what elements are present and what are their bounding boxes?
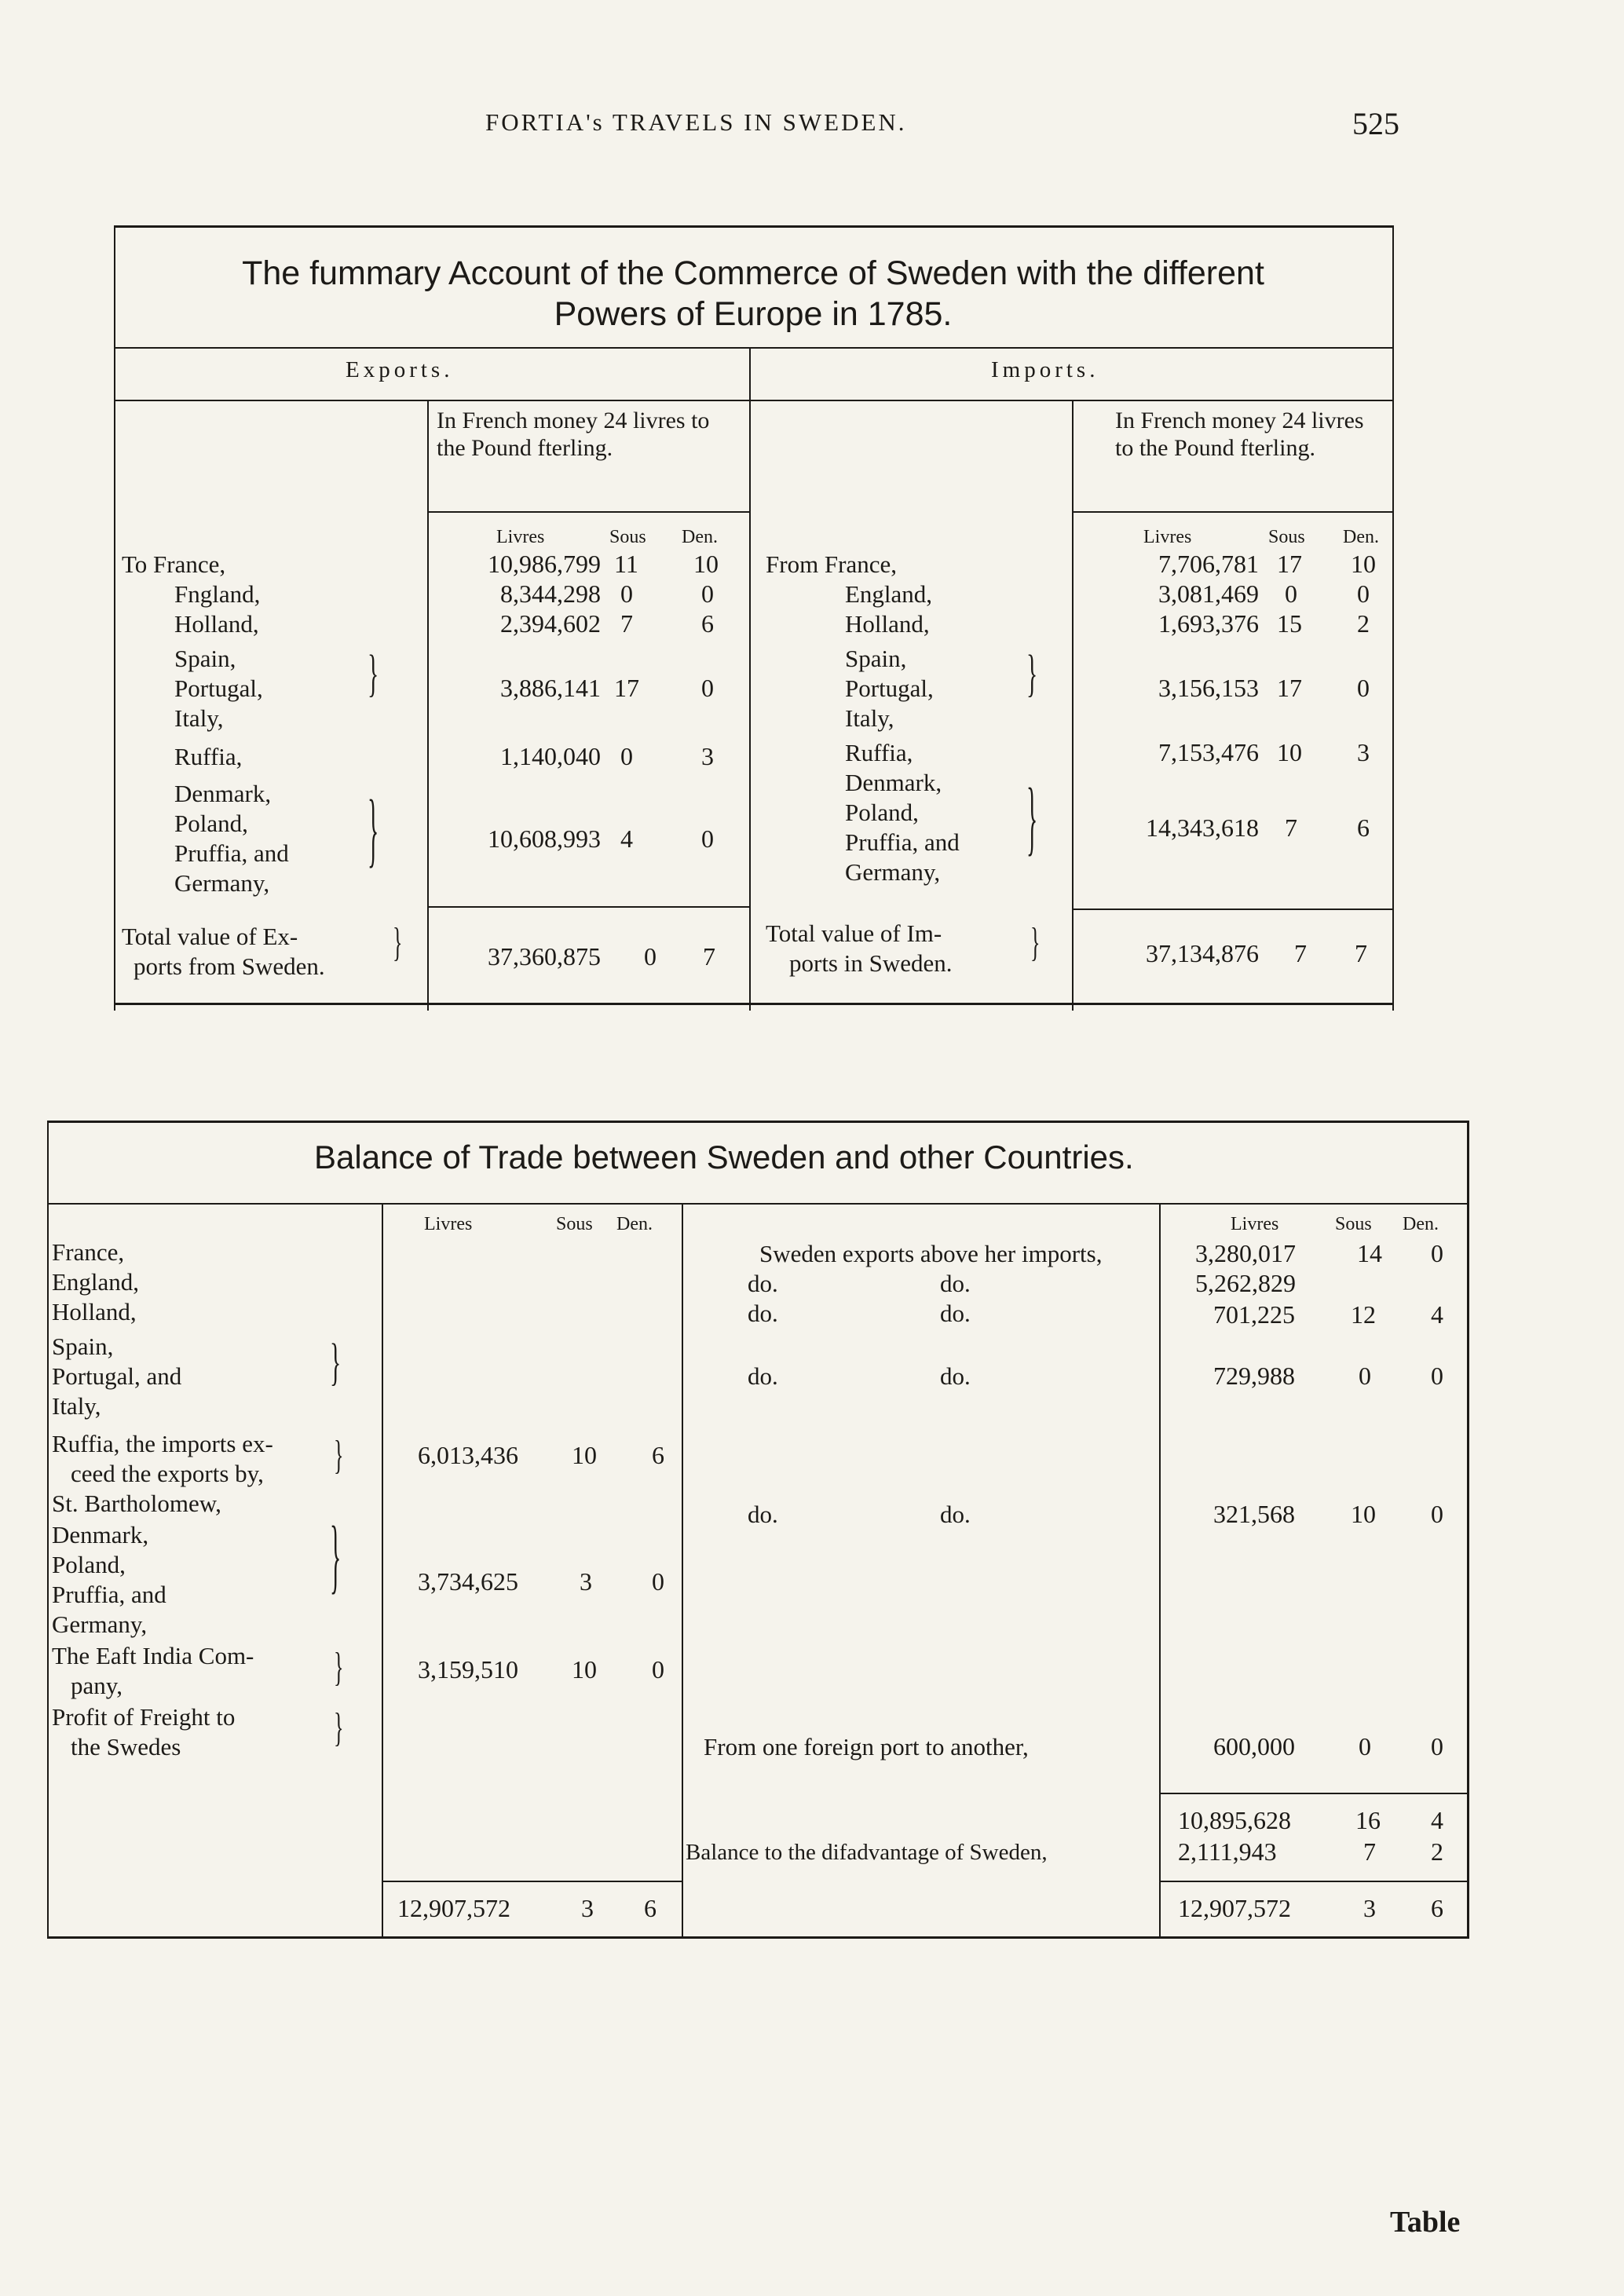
running-head: FORTIA's TRAVELS IN SWEDEN. <box>485 108 907 136</box>
right-value-rule <box>1159 1203 1161 1939</box>
imports-den: 3 <box>1357 738 1370 766</box>
imports-col-den: Den. <box>1343 527 1379 547</box>
do-label: do. <box>940 1501 971 1528</box>
balance-label: ceed the exports by, <box>71 1460 264 1487</box>
right-sous: 0 <box>1359 1732 1371 1760</box>
exports-sous: 17 <box>614 674 639 702</box>
brace-icon: } <box>1026 772 1038 865</box>
imports-col-livres: Livres <box>1143 527 1192 547</box>
imports-total-rule <box>1072 909 1392 910</box>
imports-total-den: 7 <box>1355 939 1367 967</box>
imports-value-rule <box>1072 400 1074 1011</box>
right-sous: 0 <box>1359 1362 1371 1390</box>
imports-livres: 1,693,376 <box>1158 609 1259 638</box>
left-sous: 10 <box>572 1441 597 1469</box>
catchword: Table <box>1390 2206 1461 2239</box>
brace-icon: } <box>1030 920 1041 965</box>
frame-left-rule <box>47 1121 49 1939</box>
exports-total-sous: 0 <box>644 942 657 971</box>
left-sous: 3 <box>580 1567 592 1596</box>
exports-above-label: Sweden exports above her imports, <box>759 1240 1103 1267</box>
balance-title: Balance of Trade between Sweden and other Countries. <box>314 1139 1134 1175</box>
exports-country: Portugal, <box>174 675 263 702</box>
right-total-livres: 12,907,572 <box>1178 1894 1291 1922</box>
balance-label: Spain, <box>52 1333 114 1360</box>
brace-icon: } <box>1026 645 1038 702</box>
left-total-den: 6 <box>644 1894 657 1922</box>
imports-note-rule <box>1072 511 1392 513</box>
left-value-rule <box>382 1203 383 1939</box>
right-den: 0 <box>1431 1732 1443 1760</box>
right-livres: 2,111,943 <box>1178 1837 1277 1866</box>
right-livres: 5,262,829 <box>1195 1269 1296 1297</box>
do-label: do. <box>748 1362 778 1390</box>
imports-sous: 15 <box>1277 609 1302 638</box>
left-total-sous: 3 <box>581 1894 594 1922</box>
imports-heading: Imports. <box>991 357 1099 382</box>
title-bottom-rule <box>114 347 1392 349</box>
exports-country: Pruffia, and <box>174 839 289 867</box>
right-den: 4 <box>1431 1806 1443 1834</box>
exports-den: 10 <box>693 550 719 578</box>
imports-total-sous: 7 <box>1294 939 1307 967</box>
do-label: do. <box>748 1300 778 1327</box>
balance-label: Denmark, <box>52 1521 149 1548</box>
exports-value-rule <box>427 400 429 1011</box>
right-den: 2 <box>1431 1837 1443 1866</box>
right-den: 0 <box>1431 1500 1443 1528</box>
foreign-port-label: From one foreign port to another, <box>704 1733 1029 1760</box>
right-livres: 10,895,628 <box>1178 1806 1291 1834</box>
exports-livres: 8,344,298 <box>500 579 601 608</box>
exports-total-rule <box>427 906 749 908</box>
frame-bottom-rule <box>47 1936 1469 1939</box>
imports-total-label: Total value of Im- <box>766 919 942 947</box>
title-bottom-rule <box>47 1203 1469 1205</box>
imports-country: Portugal, <box>845 675 934 702</box>
imports-country: Poland, <box>845 799 919 826</box>
exports-heading: Exports. <box>346 357 454 382</box>
brace-icon: } <box>334 1645 344 1690</box>
balance-label: Poland, <box>52 1551 126 1578</box>
left-livres: 6,013,436 <box>418 1441 518 1469</box>
balance-disadvantage-label: Balance to the difadvantage of Sweden, <box>686 1840 1048 1865</box>
left-den: 0 <box>652 1655 664 1684</box>
frame-right-rule <box>1392 225 1394 1011</box>
brace-icon: } <box>368 645 379 702</box>
brace-icon: } <box>334 1433 344 1478</box>
imports-money-note: In French money 24 livres to the Pound fterling. <box>1115 408 1364 461</box>
balance-label: Profit of Freight to <box>52 1703 236 1731</box>
balance-label: the Swedes <box>71 1733 181 1760</box>
right-total-den: 6 <box>1431 1894 1443 1922</box>
imports-livres: 7,706,781 <box>1158 550 1259 578</box>
left-col-den: Den. <box>616 1214 653 1234</box>
imports-sous: 10 <box>1277 738 1302 766</box>
exports-note-rule <box>427 511 749 513</box>
left-total-livres: 12,907,572 <box>397 1894 510 1922</box>
balance-label: France, <box>52 1238 125 1266</box>
mid-rule <box>682 1203 683 1939</box>
right-col-livres: Livres <box>1231 1214 1279 1234</box>
left-col-livres: Livres <box>424 1214 473 1234</box>
do-label: do. <box>940 1270 971 1297</box>
exports-den: 6 <box>701 609 714 638</box>
frame-right-rule <box>1467 1121 1469 1939</box>
frame-left-rule <box>114 225 115 1011</box>
imports-country: Pruffia, and <box>845 828 960 856</box>
balance-label: Pruffia, and <box>52 1581 166 1608</box>
imports-livres: 3,156,153 <box>1158 674 1259 702</box>
exports-livres: 1,140,040 <box>500 742 601 770</box>
exports-livres: 10,608,993 <box>488 824 601 853</box>
exports-country: Fngland, <box>174 580 261 608</box>
exports-country: Germany, <box>174 869 270 897</box>
exports-total-livres: 37,360,875 <box>488 942 601 971</box>
exports-money-note: In French money 24 livres to the Pound fterling. <box>437 408 710 461</box>
left-livres: 3,159,510 <box>418 1655 518 1684</box>
left-sous: 10 <box>572 1655 597 1684</box>
exports-col-den: Den. <box>682 527 718 547</box>
do-label: do. <box>940 1300 971 1327</box>
do-label: do. <box>940 1362 971 1390</box>
right-livres: 321,568 <box>1213 1500 1295 1528</box>
exports-country: Poland, <box>174 810 248 837</box>
exports-sous: 7 <box>620 609 633 638</box>
brace-icon: } <box>393 920 403 965</box>
exports-total-den: 7 <box>703 942 715 971</box>
imports-total-label: ports in Sweden. <box>789 949 953 977</box>
right-total-sous: 3 <box>1363 1894 1376 1922</box>
brace-icon: } <box>368 784 379 876</box>
right-total-rule <box>1159 1881 1467 1882</box>
exports-livres: 3,886,141 <box>500 674 601 702</box>
commerce-title <box>114 253 1392 335</box>
balance-label: St. Bartholomew, <box>52 1490 221 1517</box>
balance-label: Holland, <box>52 1298 137 1325</box>
right-col-den: Den. <box>1403 1214 1439 1234</box>
frame-top-rule <box>47 1121 1469 1123</box>
imports-livres: 3,081,469 <box>1158 579 1259 608</box>
middle-rule <box>749 347 751 1011</box>
page-number: 525 <box>1352 106 1399 141</box>
balance-label: The Eaft India Com- <box>52 1642 254 1669</box>
balance-label: England, <box>52 1268 140 1296</box>
left-total-rule <box>382 1881 682 1882</box>
balance-label: Italy, <box>52 1392 101 1420</box>
section-head-rule <box>114 400 1392 401</box>
frame-bottom-rule <box>114 1003 1392 1005</box>
exports-total-label: Total value of Ex- <box>122 923 298 950</box>
balance-label: pany, <box>71 1672 123 1699</box>
right-livres: 3,280,017 <box>1195 1239 1296 1267</box>
right-sous: 10 <box>1351 1500 1376 1528</box>
imports-sous: 0 <box>1285 579 1297 608</box>
exports-col-livres: Livres <box>496 527 545 547</box>
commerce-title-line1: The fummary Account of the Commerce of Sweden with the different <box>242 254 1264 292</box>
right-sous: 14 <box>1357 1239 1382 1267</box>
exports-sous: 0 <box>620 579 633 608</box>
exports-total-label: ports from Sweden. <box>134 952 325 980</box>
exports-den: 0 <box>701 824 714 853</box>
left-den: 0 <box>652 1567 664 1596</box>
right-livres: 729,988 <box>1213 1362 1295 1390</box>
imports-sous: 7 <box>1285 813 1297 842</box>
exports-country: Spain, <box>174 645 236 672</box>
balance-label: Portugal, and <box>52 1362 182 1390</box>
imports-livres: 7,153,476 <box>1158 738 1259 766</box>
imports-den: 10 <box>1351 550 1376 578</box>
imports-country: Germany, <box>845 858 941 886</box>
left-livres: 3,734,625 <box>418 1567 518 1596</box>
exports-country: To France, <box>122 550 226 578</box>
imports-livres: 14,343,618 <box>1146 813 1259 842</box>
frame-top-rule <box>114 225 1392 228</box>
imports-country: England, <box>845 580 933 608</box>
exports-country: Ruffia, <box>174 743 243 770</box>
imports-country: Italy, <box>845 704 894 732</box>
imports-sous: 17 <box>1277 674 1302 702</box>
exports-sous: 11 <box>614 550 638 578</box>
exports-livres: 10,986,799 <box>488 550 601 578</box>
imports-den: 2 <box>1357 609 1370 638</box>
imports-sous: 17 <box>1277 550 1302 578</box>
imports-country: Holland, <box>845 610 930 638</box>
exports-col-sous: Sous <box>609 527 646 547</box>
brace-icon: } <box>330 1333 342 1391</box>
imports-total-livres: 37,134,876 <box>1146 939 1259 967</box>
right-subtotal-rule <box>1159 1793 1467 1794</box>
imports-den: 0 <box>1357 579 1370 608</box>
exports-den: 0 <box>701 579 714 608</box>
imports-country: Ruffia, <box>845 739 913 766</box>
imports-country: From France, <box>766 550 898 578</box>
imports-country: Spain, <box>845 645 907 672</box>
do-label: do. <box>748 1270 778 1297</box>
imports-den: 0 <box>1357 674 1370 702</box>
brace-icon: } <box>334 1706 344 1750</box>
exports-den: 3 <box>701 742 714 770</box>
right-sous: 7 <box>1363 1837 1376 1866</box>
commerce-title-line2: Powers of Europe in 1785. <box>554 295 953 333</box>
exports-sous: 0 <box>620 742 633 770</box>
balance-label: Germany, <box>52 1610 148 1638</box>
balance-label: Ruffia, the imports ex- <box>52 1430 273 1457</box>
imports-country: Denmark, <box>845 769 942 796</box>
imports-den: 6 <box>1357 813 1370 842</box>
exports-sous: 4 <box>620 824 633 853</box>
right-den: 0 <box>1431 1239 1443 1267</box>
do-label: do. <box>748 1501 778 1528</box>
right-sous: 16 <box>1355 1806 1381 1834</box>
left-den: 6 <box>652 1441 664 1469</box>
exports-country: Italy, <box>174 704 224 732</box>
right-col-sous: Sous <box>1335 1214 1372 1234</box>
right-livres: 701,225 <box>1213 1300 1295 1329</box>
exports-den: 0 <box>701 674 714 702</box>
right-den: 4 <box>1431 1300 1443 1329</box>
left-col-sous: Sous <box>556 1214 593 1234</box>
brace-icon: } <box>330 1510 342 1603</box>
right-livres: 600,000 <box>1213 1732 1295 1760</box>
exports-livres: 2,394,602 <box>500 609 601 638</box>
exports-country: Holland, <box>174 610 259 638</box>
right-sous: 12 <box>1351 1300 1376 1329</box>
exports-country: Denmark, <box>174 780 272 807</box>
imports-col-sous: Sous <box>1268 527 1305 547</box>
right-den: 0 <box>1431 1362 1443 1390</box>
